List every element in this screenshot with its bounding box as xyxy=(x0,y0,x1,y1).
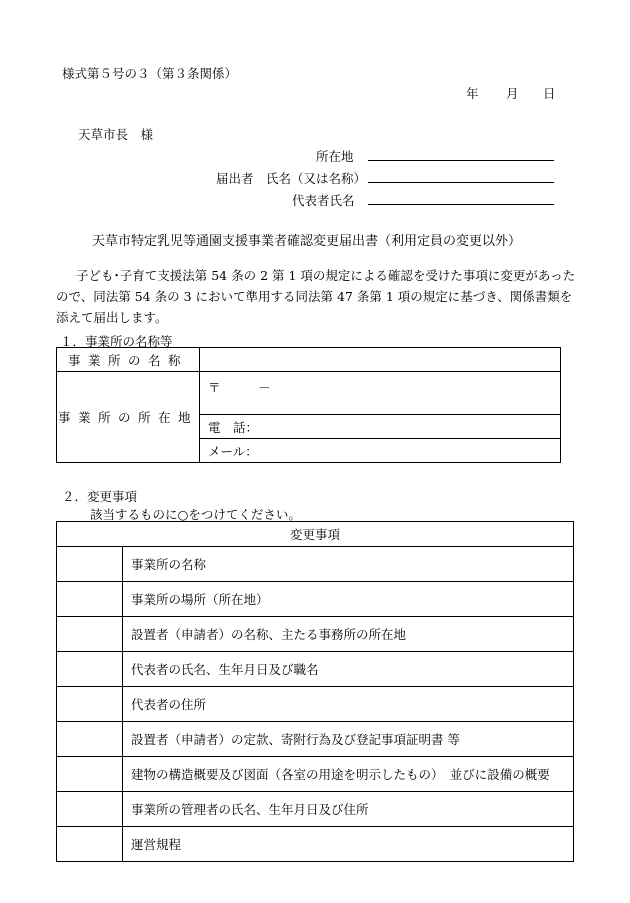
section2-instruction: 該当するものに○をつけてください。 xyxy=(90,507,301,522)
applicant-group-label: 届出者 xyxy=(216,171,254,186)
mark-cell[interactable] xyxy=(57,547,123,582)
change-item: 運営規程 xyxy=(131,837,182,852)
phone-cell[interactable] xyxy=(200,415,561,439)
date-month: 月 xyxy=(506,86,519,101)
body-line-2: ので、同法第 54 条の 3 において準用する同法第 47 条第 1 項の規定に基づき、関係書類を xyxy=(56,289,573,304)
change-item: 建物の構造概要及び図面（各室の用途を明示したもの） 並びに設備の概要 xyxy=(131,767,550,782)
rep-underline xyxy=(368,204,554,205)
postal-text: 〒 － xyxy=(208,380,271,395)
change-item: 事業所の場所（所在地） xyxy=(131,592,269,607)
section2-heading: ２．変更事項 xyxy=(62,489,138,504)
body-line-1: 子ども･子育て支援法第 54 条の 2 第 1 項の規定による確認を受けた事項に変更があった xyxy=(76,268,576,283)
mail-cell[interactable] xyxy=(200,439,561,463)
mail-label: メール： xyxy=(208,443,258,459)
body-line-3: 添えて届出します。 xyxy=(56,310,168,325)
location-label: 所在地 xyxy=(316,149,354,164)
change-item: 代表者の住所 xyxy=(131,697,207,712)
change-item: 設置者（申請者）の名称、主たる事務所の所在地 xyxy=(131,627,407,642)
section1-heading: １．事業所の名称等 xyxy=(60,334,173,349)
location-underline xyxy=(368,160,554,161)
facility-address-label: 事業所の所在地 xyxy=(57,410,198,425)
document-title: 天草市特定乳児等通園支援事業者確認変更届出書（利用定員の変更以外） xyxy=(92,234,522,249)
mark-cell[interactable] xyxy=(57,757,123,792)
mark-cell[interactable] xyxy=(57,617,123,652)
mark-cell[interactable] xyxy=(57,792,123,827)
facility-name-label: 事業所の名称 xyxy=(67,352,188,368)
mark-cell[interactable] xyxy=(57,722,123,757)
name-underline xyxy=(368,182,554,183)
facility-name-cell[interactable] xyxy=(200,348,561,372)
facility-table xyxy=(56,347,561,463)
mark-cell[interactable] xyxy=(57,827,123,862)
change-item: 設置者（申請者）の定款、寄附行為及び登記事項証明書 等 xyxy=(131,732,460,747)
mark-cell[interactable] xyxy=(57,687,123,722)
changes-header: 変更事項 xyxy=(57,522,574,547)
date-year: 年 xyxy=(466,86,479,101)
name-label: 氏名（又は名称） xyxy=(266,171,367,186)
mark-cell[interactable] xyxy=(57,582,123,617)
rep-label: 代表者氏名 xyxy=(292,193,355,208)
postal-cell[interactable] xyxy=(200,372,561,415)
form-number: 様式第５号の３（第３条関係） xyxy=(62,66,238,81)
change-item: 事業所の名称 xyxy=(131,557,207,572)
changes-table xyxy=(56,521,574,862)
change-item: 事業所の管理者の氏名、生年月日及び住所 xyxy=(131,802,369,817)
addressee: 天草市長 様 xyxy=(78,127,154,142)
change-item: 代表者の氏名、生年月日及び職名 xyxy=(131,662,319,677)
phone-label: 電 話： xyxy=(208,419,259,435)
mark-cell[interactable] xyxy=(57,652,123,687)
date-day: 日 xyxy=(543,86,556,101)
